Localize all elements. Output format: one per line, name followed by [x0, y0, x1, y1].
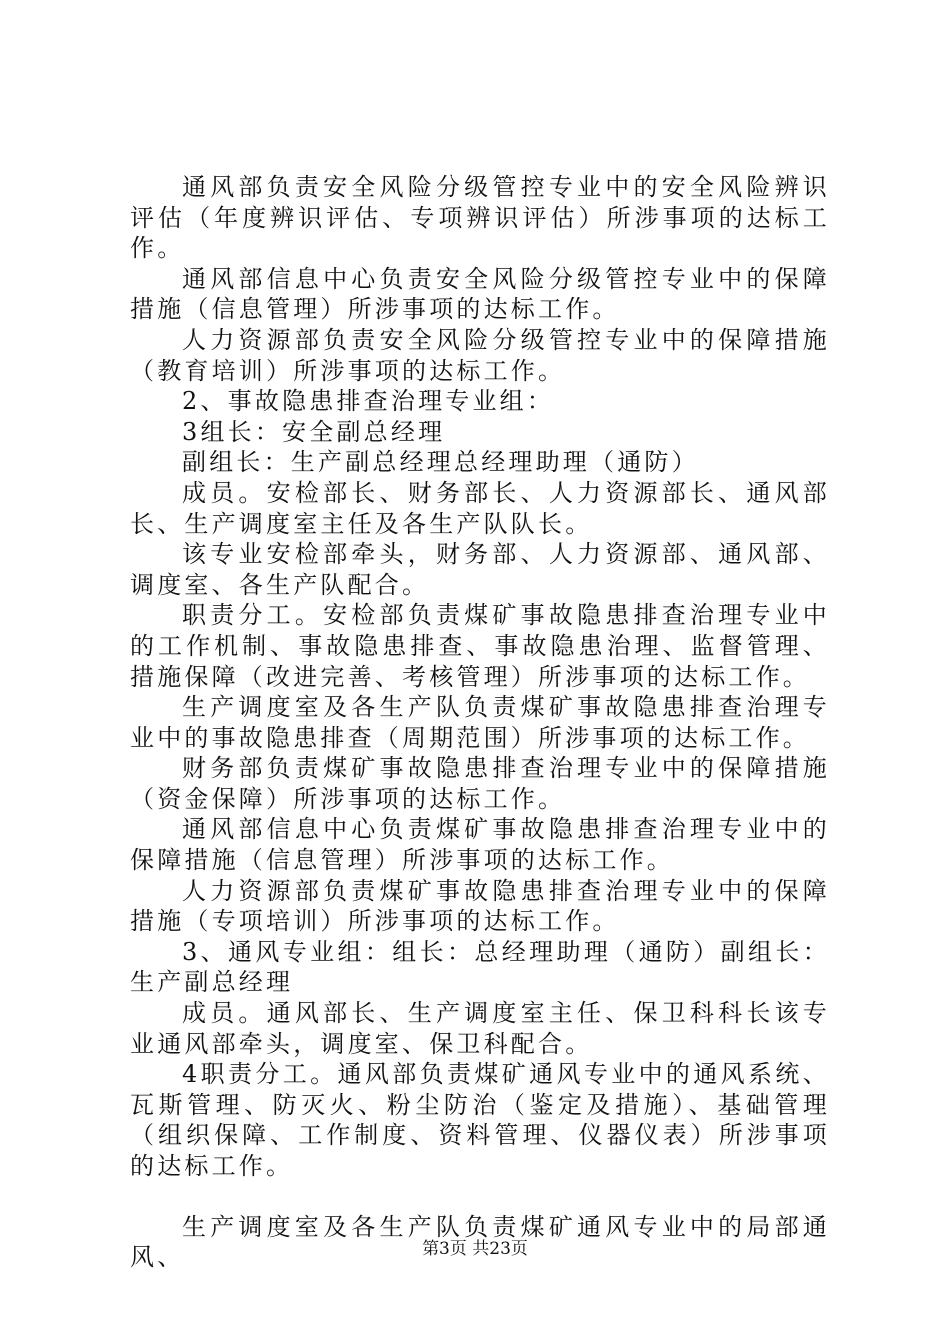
paragraph-1: 通风部负责安全风险分级管控专业中的安全风险辨识评估（年度辨识评估、专项辨识评估）所涉事项的达标工作。	[130, 173, 830, 263]
paragraph-10: 生产调度室及各生产队负责煤矿事故隐患排查治理专业中的事故隐患排查（周期范围）所涉事项的达标工作。	[130, 693, 830, 752]
paragraph-13: 人力资源部负责煤矿事故隐患排查治理专业中的保障措施（专项培训）所涉事项的达标工作。	[130, 876, 830, 936]
paragraph-12: 通风部信息中心负责煤矿事故隐患排查治理专业中的保障措施（信息管理）所涉事项的达标工作。	[130, 815, 830, 875]
section-heading-3: 3、通风专业组：组长：总经理助理（通防）副组长：生产副总经理	[130, 937, 830, 997]
members-line: 成员。安检部长、财务部长、人力资源部长、通风部长、生产调度室主任及各生产队队长。	[130, 478, 830, 538]
group-leader-line: 3组长：安全副总经理	[182, 417, 446, 446]
ventilation-duty-line: 4职责分工。通风部负责煤矿通风专业中的通风系统、瓦斯管理、防灭火、粉尘防治（鉴定及措施）、基础管理（组织保障、工作制度、资料管理、仪器仪表）所涉事项的达标工作。	[130, 1060, 830, 1180]
deputy-leader-line: 副组长：生产副总经理总经理助理（通防）	[182, 448, 699, 477]
page-number: 第3页 共23页	[422, 1239, 528, 1259]
ventilation-members-line: 成员。通风部长、生产调度室主任、保卫科科长该专业通风部牵头，调度室、保卫科配合。	[130, 999, 830, 1058]
paragraph-2: 通风部信息中心负责安全风险分级管控专业中的保障措施（信息管理）所涉事项的达标工作。	[130, 264, 830, 324]
section-heading-2: 2、事故隐患排查治理专业组：	[182, 387, 555, 416]
lead-department-line: 该专业安检部牵头，财务部、人力资源部、通风部、调度室、各生产队配合。	[130, 540, 830, 599]
duty-division-line: 职责分工。安检部负责煤矿事故隐患排查治理专业中的工作机制、事故隐患排查、事故隐患治理、监督管理、措施保障（改进完善、考核管理）所涉事项的达标工作。	[130, 601, 830, 691]
paragraph-11: 财务部负责煤矿事故隐患排查治理专业中的保障措施（资金保障）所涉事项的达标工作。	[130, 754, 830, 813]
document-body	[130, 172, 830, 1273]
paragraph-3: 人力资源部负责安全风险分级管控专业中的保障措施（教育培训）所涉事项的达标工作。	[130, 325, 830, 385]
paragraph-17: 生产调度室及各生产队负责煤矿通风专业中的局部通风、	[130, 1212, 830, 1272]
